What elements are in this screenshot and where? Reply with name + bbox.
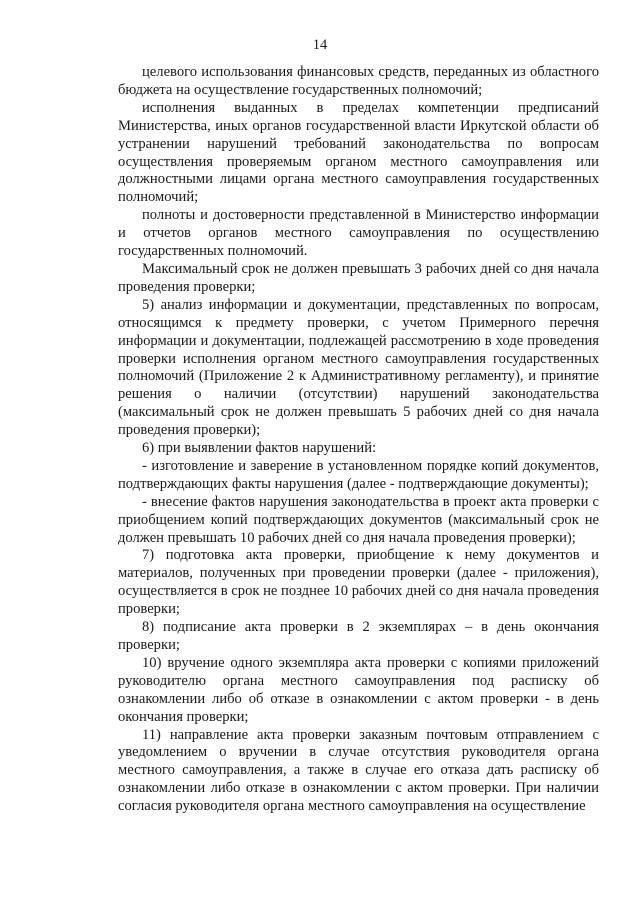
paragraph-orders-execution: исполнения выданных в пределах компетенции предписаний Министерства, иных органов государственной власти Иркутской области об устранении нарушений требований законодательства по вопросам осуществления проверяемым органом местного самоуправления или должностными лицами органа местного самоуправления государственных полномочий; bbox=[118, 99, 599, 206]
paragraph-item-10: 10) вручение одного экземпляра акта проверки с копиями приложений руководителю органа местного самоуправления под расписку об ознакомлении либо об отказе в ознакомлении с актом проверки - в день окончания проверки; bbox=[118, 654, 599, 725]
paragraph-item-8: 8) подписание акта проверки в 2 экземплярах – в день окончания проверки; bbox=[118, 619, 599, 653]
paragraph-item-5: 5) анализ информации и документации, представленных по вопросам, относящимся к предмету проверки, с учетом Примерного перечня информации и документации, подлежащей рассмотрению в ходе проведения проверки исполнения органом местного самоуправления государственных полномочий (Приложение 2 к Административному регламенту), и принятие решения о наличии (отсутствии) нарушений законодательства (максимальный срок не должен превышать 5 рабочих дней со дня начала проведения проверки); bbox=[118, 296, 599, 439]
paragraph-item-11: 11) направление акта проверки заказным почтовым отправлением с уведомлением о вручении в случае отсутствия руководителя органа местного самоуправления, а также в случае его отказа дать расписку об ознакомлении либо отказе в ознакомлении с актом проверки. При наличии согласия руководителя органа местного самоуправления на осуществление bbox=[118, 726, 599, 815]
paragraph-item-6: 6) при выявлении фактов нарушений: bbox=[142, 440, 377, 457]
paragraph-target-use: целевого использования финансовых средств, переданных из областного бюджета на осуществление государственных полномочий; bbox=[118, 64, 599, 98]
paragraph-max-term-3-days: Максимальный срок не должен превышать 3 рабочих дней со дня начала проведения проверки; bbox=[118, 260, 599, 295]
page-number: 14 bbox=[312, 37, 328, 53]
paragraph-completeness: полноты и достоверности представленной в Министерство информации и отчетов органов местного самоуправления по осуществлению государственных полномочий. bbox=[118, 207, 599, 260]
document-body bbox=[118, 64, 599, 816]
paragraph-item-7: 7) подготовка акта проверки, приобщение к нему документов и материалов, полученных при проведении проверки (далее - приложения), осуществляется в срок не позднее 10 рабочих дней со дня начала проведения проверки; bbox=[118, 547, 599, 618]
paragraph-copies: - изготовление и заверение в установленном порядке копий документов, подтверждающих факты нарушения (далее - подтверждающие документы); bbox=[118, 457, 599, 492]
paragraph-violations-entry: - внесение фактов нарушения законодательства в проект акта проверки с приобщением копий подтверждающих документов (максимальный срок не должен превышать 10 рабочих дней со дня начала проведения проверки); bbox=[118, 493, 599, 546]
